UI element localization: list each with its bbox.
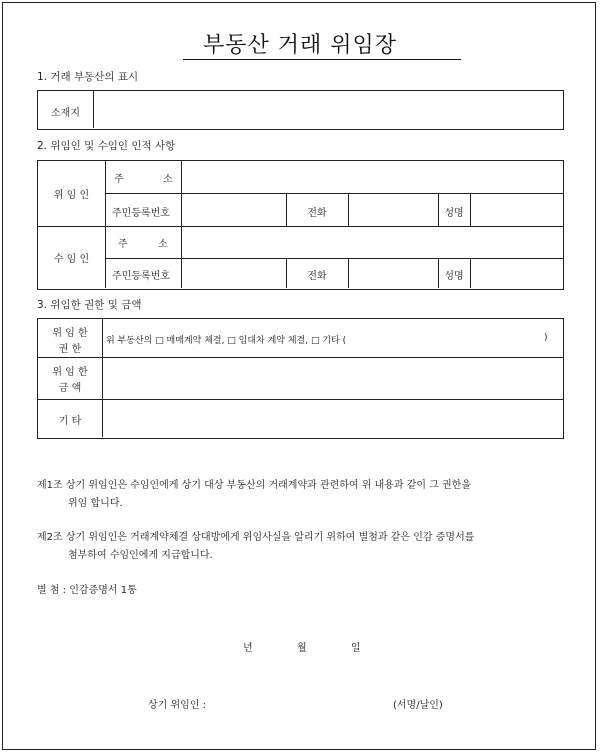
delegate-label: 수 임 인 [53,254,90,265]
delegator-name-label: 성명 [444,208,464,219]
other-label: 기 타 [58,416,82,427]
date-year-label: 년 [243,643,253,654]
title-underline [183,59,461,60]
delegator-phone-field[interactable] [351,196,436,224]
delegate-name-field[interactable] [473,260,561,286]
delegator-resident-number-label: 주민등록번호 [112,208,170,219]
amount-field[interactable] [105,360,561,396]
amount-label-line1: 위 임 한 [52,367,88,378]
delegate-address-field[interactable] [184,228,560,256]
property-table [37,90,564,130]
other-field[interactable] [105,402,561,435]
date-day-label: 일 [351,643,361,654]
document-title: 부동산 거래 위임장 [202,33,397,58]
clause2-line1: 제2조 상기 위임인은 거래계약체결 상대방에게 위임사실을 알리기 위하여 별첨과 같은 인감 증명서를 [37,532,475,543]
address-label-a: 주 [114,174,124,185]
location-field[interactable] [96,95,560,125]
delegator-resident-number-field[interactable] [184,196,284,224]
signature-label: 상기 위임인 : [148,700,207,711]
authority-label-line2: 권 한 [58,344,82,355]
address-label-a-2: 주 [118,239,128,250]
delegate-name-label: 성명 [444,271,464,282]
attachment-note: 별 첨 : 인감증명서 1통 [37,585,137,596]
location-label: 소재지 [51,108,80,119]
section1-heading: 1. 거래 부동산의 표시 [37,71,139,83]
date-month-label: 월 [297,643,307,654]
delegate-phone-field[interactable] [351,260,436,286]
authority-options-text[interactable]: 위 부동산의 □ 매매계약 체결, □ 임대차 계약 체결, □ 기타 ( [106,336,347,346]
section2-heading: 2. 위임인 및 수임인 인적 사항 [37,140,176,152]
parties-table [37,160,564,290]
delegator-label: 위 임 인 [53,190,90,201]
address-label-b: 소 [163,174,173,185]
signature-hint: (서명/날인) [393,700,443,711]
signature-field[interactable] [223,690,383,710]
delegator-name-field[interactable] [473,196,561,224]
authority-table [37,318,564,439]
clause1-line2: 위임 합니다. [68,498,123,509]
delegate-resident-number-label: 주민등록번호 [112,271,170,282]
amount-label-line2: 금 액 [58,383,82,394]
clause2-line2: 첨부하여 수임인에게 지급합니다. [68,550,213,561]
delegator-address-field[interactable] [184,163,560,191]
authority-label-line1: 위 임 한 [52,328,88,339]
delegator-phone-label: 전화 [307,208,327,219]
authority-close-paren: ) [544,333,548,343]
delegate-resident-number-field[interactable] [184,260,284,286]
section3-heading: 3. 위임한 권한 및 금액 [37,299,142,311]
clause1-line1: 제1조 상기 위임인은 수임인에게 상기 대상 부동산의 거래계약과 관련하여 위 내용과 같이 그 권한을 [37,480,472,491]
delegate-phone-label: 전화 [307,271,327,282]
address-label-b-2: 소 [158,239,168,250]
